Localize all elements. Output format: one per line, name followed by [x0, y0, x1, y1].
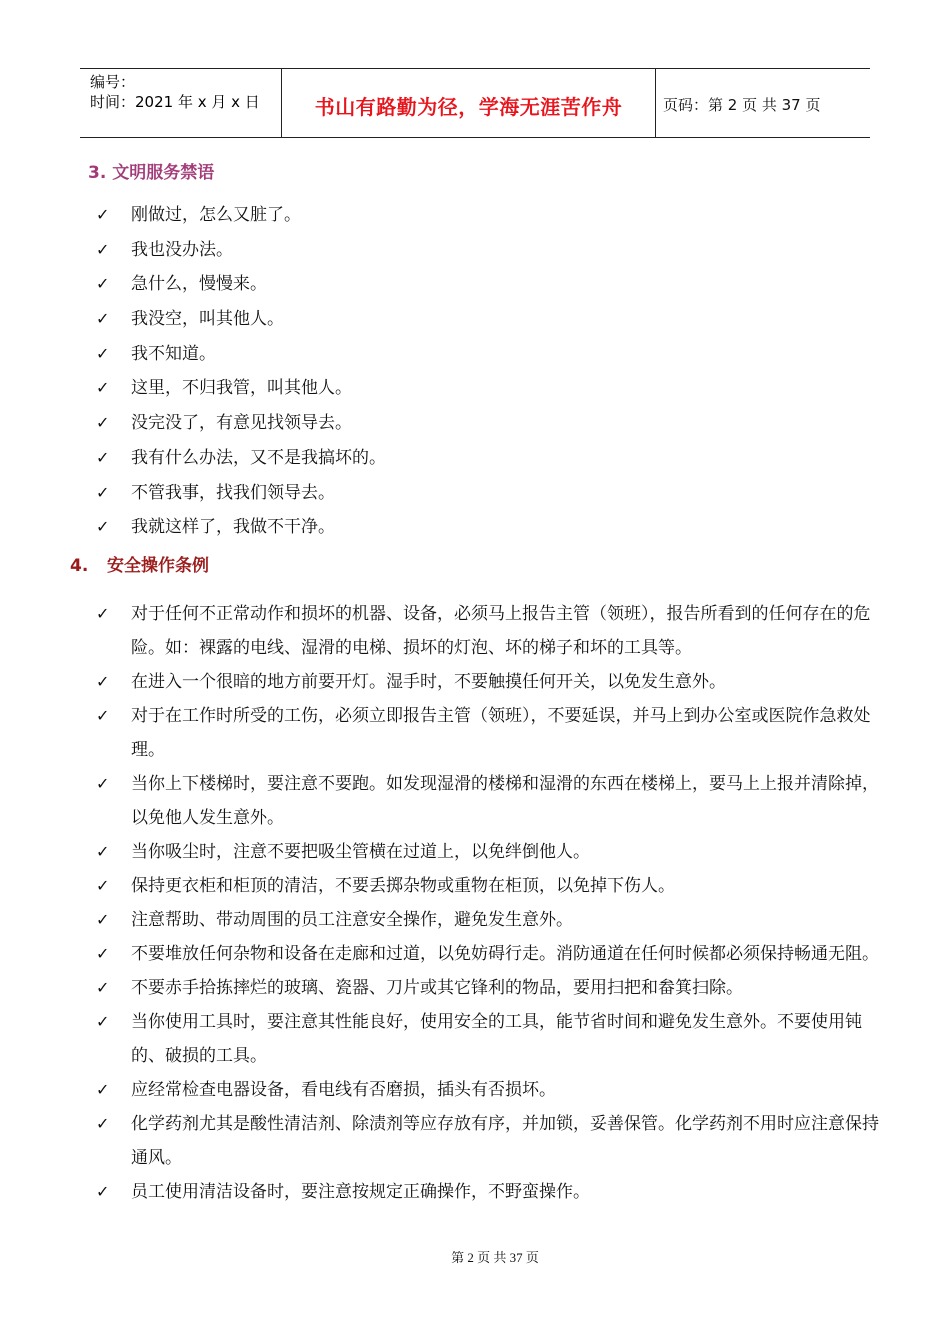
list-item-text: 应经常检查电器设备，看电线有否磨损，插头有否损坏。 [131, 1080, 556, 1100]
list-item-text: 当你上下楼梯时，要注意不要跑。如发现湿滑的楼梯和湿滑的东西在楼梯上，要马上上报并清除掉，以免他人发生意外。 [131, 774, 879, 828]
checkmark-icon: ✓ [96, 672, 110, 691]
list-item [96, 1107, 886, 1175]
list-item [96, 480, 886, 515]
checkmark-icon: ✓ [96, 239, 110, 259]
list-item-text: 在进入一个很暗的地方前要开灯。湿手时，不要触摸任何开关，以免发生意外。 [131, 672, 726, 692]
list-item [96, 1005, 886, 1073]
list-item [96, 341, 886, 376]
checkmark-icon: ✓ [96, 274, 110, 294]
list-item [96, 237, 886, 272]
list-item [96, 869, 886, 903]
page-footer: 第 2 页 共 37 页 [451, 1250, 539, 1265]
checkmark-icon: ✓ [96, 413, 110, 433]
list-item-text: 当你吸尘时，注意不要把吸尘管横在过道上，以免绊倒他人。 [131, 842, 590, 862]
list-item [96, 937, 886, 971]
list-item-text: 没完没了，有意见找领导去。 [131, 413, 352, 434]
checkmark-icon: ✓ [96, 944, 110, 963]
checkmark-icon: ✓ [96, 482, 110, 502]
list-item [96, 971, 886, 1005]
document-header [80, 68, 870, 138]
section-3-title: 3. 文明服务禁语 [88, 163, 215, 183]
list-item [96, 514, 886, 549]
checkmark-icon: ✓ [96, 517, 110, 537]
checkmark-icon: ✓ [96, 706, 110, 725]
header-motto-cell [281, 69, 656, 137]
list-item-text: 对于任何不正常动作和损坏的机器、设备，必须马上报告主管（领班），报告所看到的任何存在的危险。如：裸露的电线、湿滑的电梯、损坏的灯泡、坏的梯子和坏的工具等。 [131, 604, 871, 658]
checkmark-icon: ✓ [96, 205, 110, 224]
list-item-text: 不要赤手拾拣摔烂的玻璃、瓷器、刀片或其它锋利的物品，要用扫把和畚箕扫除。 [131, 978, 743, 998]
list-item-text: 刚做过，怎么又脏了。 [131, 205, 301, 225]
list-item-text: 我不知道。 [131, 343, 216, 364]
header-motto: 书山有路勤为径，学海无涯苦作舟 [314, 95, 623, 119]
checkmark-icon: ✓ [96, 774, 110, 793]
list-item [96, 445, 886, 480]
checkmark-icon: ✓ [96, 378, 110, 398]
section-4-title [70, 551, 209, 576]
safety-rules-list [96, 597, 886, 1209]
checkmark-icon: ✓ [96, 343, 110, 363]
list-item-text: 这里，不归我管，叫其他人。 [131, 378, 352, 399]
list-item [96, 767, 886, 835]
list-item-text: 员工使用清洁设备时，要注意按规定正确操作，不野蛮操作。 [131, 1182, 590, 1202]
checkmark-icon: ✓ [96, 842, 110, 861]
checkmark-icon: ✓ [96, 447, 110, 467]
list-item-text: 化学药剂尤其是酸性清洁剂、除渍剂等应存放有序，并加锁，妥善保管。化学药剂不用时应注意保持通风。 [131, 1114, 879, 1168]
header-meta-cell [80, 69, 281, 137]
forbidden-phrases-list [96, 202, 886, 549]
section-4-label: 安全操作条例 [107, 556, 209, 576]
list-item [96, 903, 886, 937]
section-4-number: 4. [70, 556, 89, 576]
checkmark-icon: ✓ [96, 309, 110, 329]
list-item [96, 202, 886, 237]
list-item-text: 我有什么办法，又不是我搞坏的。 [131, 447, 386, 468]
header-page-cell [655, 69, 870, 137]
list-item-text: 我没空，叫其他人。 [131, 309, 284, 330]
list-item [96, 699, 886, 767]
checkmark-icon: ✓ [96, 910, 110, 929]
list-item-text: 不管我事，找我们领导去。 [131, 482, 335, 503]
list-item-text: 对于在工作时所受的工伤，必须立即报告主管（领班），不要延误，并马上到办公室或医院作急救处理。 [131, 706, 871, 760]
list-item [96, 306, 886, 341]
header-page-info: 页码：第 2 页 共 37 页 [663, 96, 821, 114]
list-item [96, 1175, 886, 1209]
list-item-text: 当你使用工具时，要注意其性能良好，使用安全的工具，能节省时间和避免发生意外。不要使用钝的、破损的工具。 [131, 1012, 862, 1066]
list-item [96, 665, 886, 699]
checkmark-icon: ✓ [96, 978, 110, 997]
list-item-text: 不要堆放任何杂物和设备在走廊和过道，以免妨碍行走。消防通道在任何时候都必须保持畅通无阻。 [131, 944, 879, 964]
checkmark-icon: ✓ [96, 1182, 110, 1201]
list-item [96, 271, 886, 306]
checkmark-icon: ✓ [96, 604, 110, 623]
checkmark-icon: ✓ [96, 1012, 110, 1031]
list-item [96, 597, 886, 665]
list-item [96, 835, 886, 869]
checkmark-icon: ✓ [96, 1080, 110, 1099]
list-item [96, 1073, 886, 1107]
list-item-text: 我就这样了，我做不干净。 [131, 517, 335, 538]
list-item [96, 375, 886, 410]
document-number: 编号： [90, 73, 136, 91]
list-item [96, 410, 886, 445]
checkmark-icon: ✓ [96, 876, 110, 895]
list-item-text: 我也没办法。 [131, 239, 233, 260]
document-date: 时间：2021 年 x 月 x 日 [90, 93, 260, 111]
list-item-text: 注意帮助、带动周围的员工注意安全操作，避免发生意外。 [131, 910, 573, 930]
list-item-text: 保持更衣柜和柜顶的清洁，不要丢掷杂物或重物在柜顶，以免掉下伤人。 [131, 876, 675, 896]
list-item-text: 急什么，慢慢来。 [131, 274, 267, 295]
checkmark-icon: ✓ [96, 1114, 110, 1133]
